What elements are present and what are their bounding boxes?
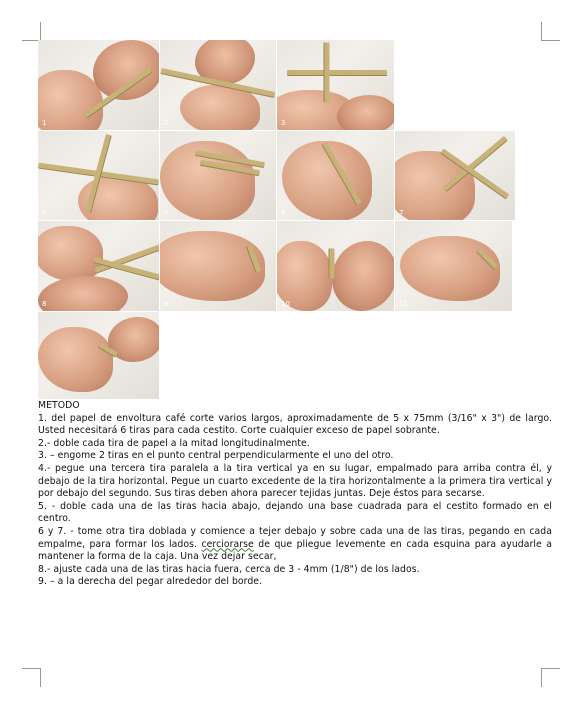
method-title: METODO [38, 400, 80, 411]
spellcheck-word: cerciorarse [201, 538, 254, 550]
step-number: 11 [399, 300, 408, 308]
step-photo-7 [395, 131, 515, 220]
step-number: 7 [399, 209, 404, 217]
step-1-text: 1. del papel de envoltura café corte varios largos, aproximadamente de 5 x 75mm (3/16" x 3") de largo. Usted necesitará 6 tiras para cada cestito. Corte cualquier exceso de papel sobrante. [38, 412, 552, 437]
step-3-text: 3. – engome 2 tiras en el punto central perpendicularmente el uno del otro. [38, 450, 394, 462]
step-number: 8 [42, 300, 47, 308]
step-photo-11 [395, 221, 512, 311]
step-5-text: 5. - doble cada una de las tiras hacia abajo, dejando una base cuadrada para el cestito formado en el centro. [38, 500, 552, 525]
step-9-text: 9. – a la derecha del pegar alrededor del borde. [38, 576, 263, 588]
step-photo-4 [38, 131, 159, 220]
crop-mark-bottom-right [541, 668, 560, 687]
step-number: 6 [281, 209, 286, 217]
step-2-text: 2.- doble cada tira de papel a la mitad longitudinalmente. [38, 437, 310, 449]
crop-mark-bottom-left [22, 668, 41, 687]
method-text [38, 400, 552, 589]
step-8-text: 8.- ajuste cada una de las tiras hacia fuera, cerca de 3 - 4mm (1/8") de los lados. [38, 563, 420, 575]
step-photo-6 [277, 131, 394, 220]
crop-mark-top-right [541, 22, 560, 41]
step-photo-3 [277, 40, 394, 130]
step-photo-12 [38, 312, 159, 399]
step-photo-5 [160, 131, 276, 220]
step-photo-10 [277, 221, 394, 311]
step-number: 4 [42, 209, 47, 217]
step-photo-8 [38, 221, 159, 311]
step-number: 5 [164, 209, 169, 217]
step-number: 9 [164, 300, 169, 308]
step-number: 3 [281, 119, 286, 127]
crop-mark-top-left [22, 22, 41, 41]
step-number: 1 [42, 119, 47, 127]
step-number: 10 [281, 300, 290, 308]
step-number: 2 [164, 119, 169, 127]
step-photo-2 [160, 40, 276, 130]
step-4-text: 4.- pegue una tercera tira paralela a la tira vertical ya en su lugar, empalmado para arriba contra él, y debajo de la tira horizontal. Pegue un cuarto excedente de la tira horizontalmente a la primera tira vertical y por debajo del segundo. Sus tiras deben ahora parecer tejidas juntas. Deje éstos para secarse. [38, 462, 552, 500]
step-photo-1 [38, 40, 159, 130]
step-photo-9 [160, 221, 276, 311]
step-6-7-text: 6 y 7. - tome otra tira doblada y comience a tejer debajo y sobre cada una de las tiras, pegando en cada empalme, para formar los lados. cerciorarse de que pliegue levemente en cada esquina para ayudarle a mantener la forma de la caja. Una vez dejar secar, [38, 525, 552, 563]
